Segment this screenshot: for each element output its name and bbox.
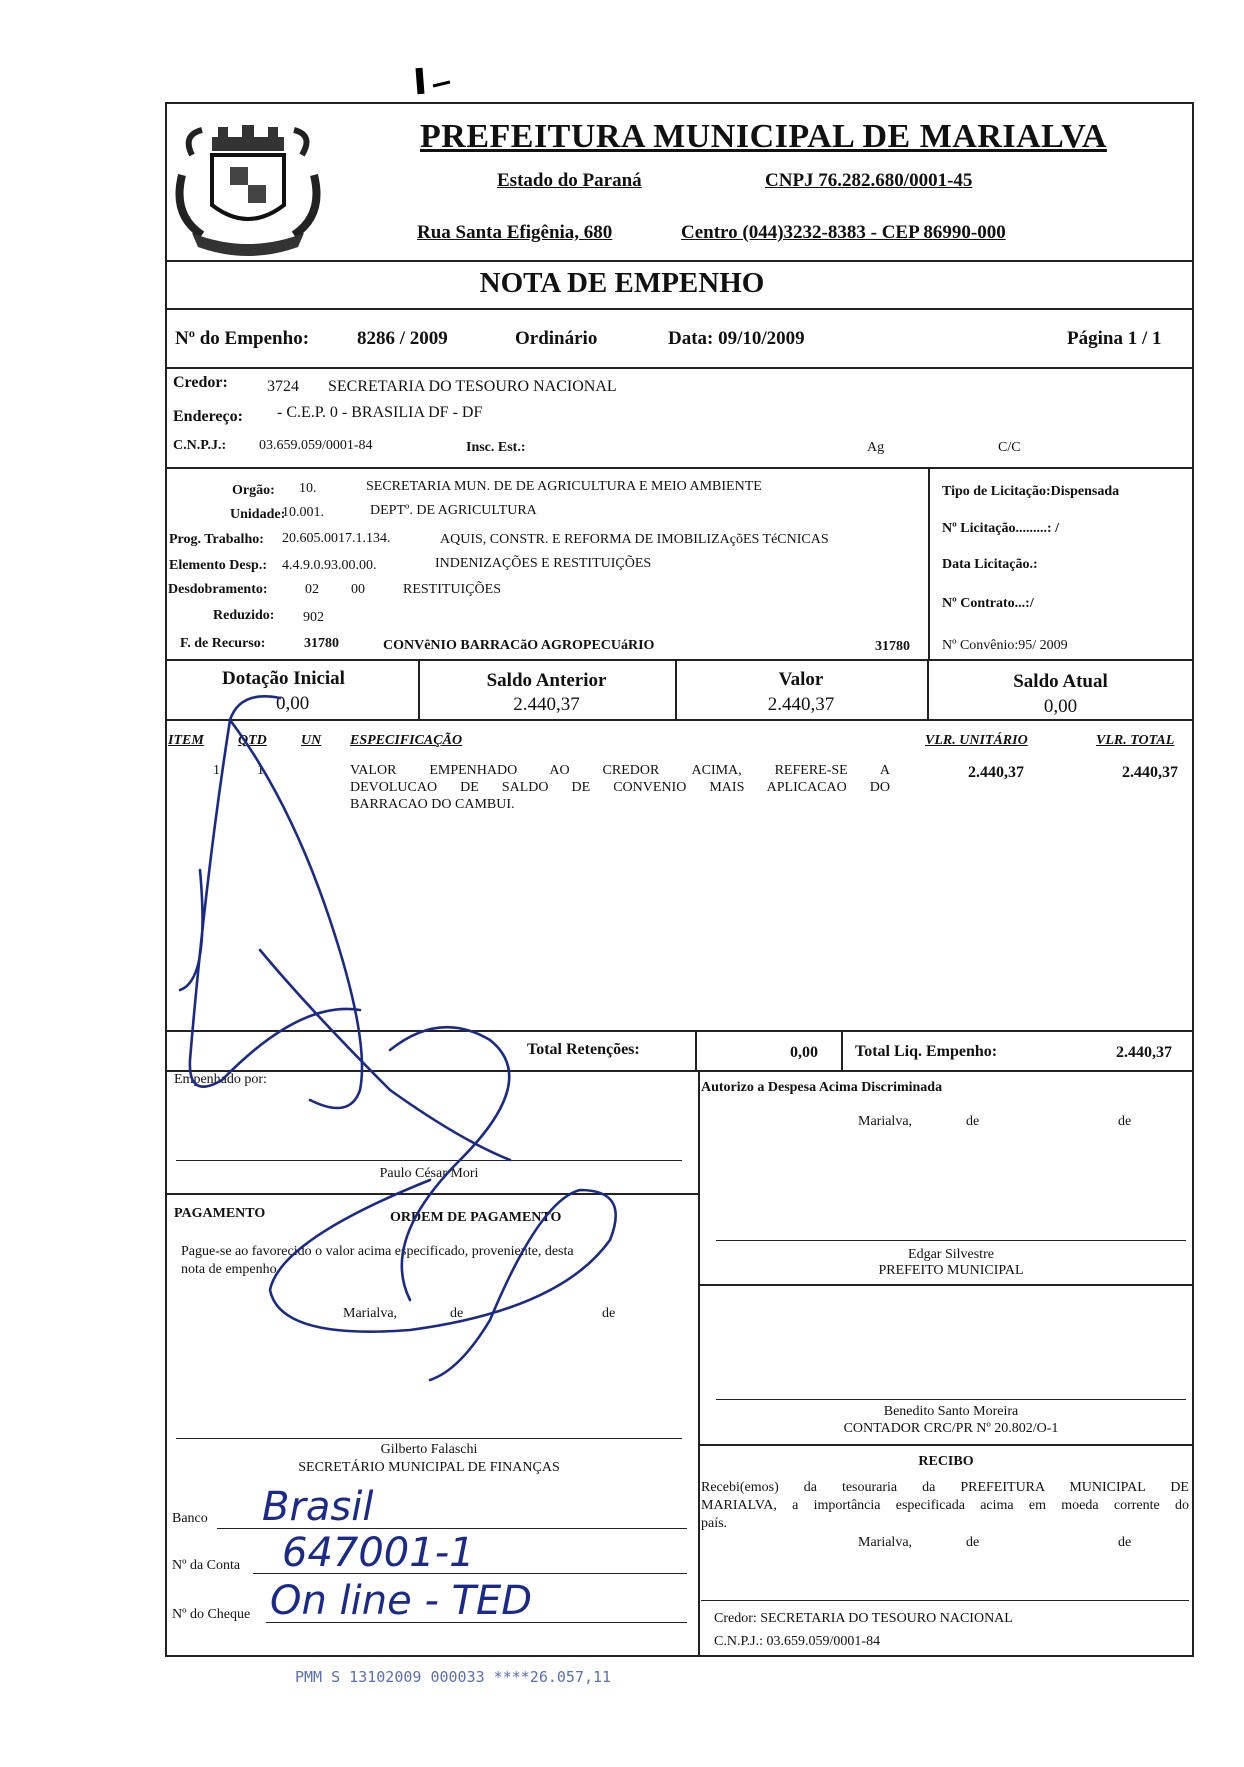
secretario-name: Gilberto Falaschi (380, 1442, 478, 1457)
orgao-label: Orgão: (232, 483, 275, 498)
coat-of-arms-logo (172, 115, 324, 260)
conta-label: Nº da Conta (172, 1558, 241, 1573)
scan-mark (405, 60, 475, 100)
banco-value: Brasil (262, 1484, 374, 1530)
signature-scribble (160, 680, 720, 1680)
recibo-de-1: de (966, 1535, 980, 1550)
empenho-label: Nº do Empenho: (175, 328, 310, 349)
state-name: Estado do Paraná (497, 170, 642, 191)
doc-title: NOTA DE EMPENHO (479, 267, 765, 299)
pagamento-text-1: Pague-se ao favorecido o valor acima especificado, proveniente, desta (181, 1244, 574, 1259)
conta-value: 647001-1 (282, 1530, 475, 1576)
col-vlr-total: VLR. TOTAL (1096, 733, 1175, 748)
desdobramento-name: RESTITUIÇÕES (403, 582, 501, 597)
credor-cnpj: 03.659.059/0001-84 (259, 438, 373, 453)
dotacao-label: Dotação Inicial (222, 668, 345, 689)
empenhado-label: Empenhado por: (174, 1072, 267, 1087)
autorizo-de-1: de (966, 1114, 980, 1129)
saldo-atual-value: 0,00 (1043, 696, 1078, 717)
autorizo-de-2: de (1118, 1114, 1132, 1129)
contador-role: CONTADOR CRC/PR Nº 20.802/O-1 (843, 1421, 1059, 1436)
row-spec-line3: BARRACAO DO CAMBUI. (350, 797, 515, 812)
pagamento-place: Marialva, (343, 1306, 398, 1321)
cc-label: C/C (998, 440, 1021, 455)
fonte-code: 31780 (304, 636, 339, 651)
valor-label: Valor (778, 669, 824, 690)
total-liq-label: Total Liq. Empenho: (855, 1043, 998, 1060)
row-total-value: 2.440,37 (1122, 764, 1178, 781)
pagamento-de-1: de (450, 1306, 464, 1321)
header-cnpj: CNPJ 76.282.680/0001-45 (765, 170, 973, 191)
cnpj-label: C.N.P.J.: (173, 438, 227, 453)
numero-contrato: Nº Contrato...:/ (942, 596, 1034, 611)
recibo-credor: Credor: SECRETARIA DO TESOURO NACIONAL (714, 1611, 1013, 1626)
dotacao-value: 0,00 (276, 693, 310, 714)
orgao-name: SECRETARIA MUN. DE DE AGRICULTURA E MEIO AMBIENTE (366, 479, 762, 494)
prog-label: Prog. Trabalho: (169, 532, 264, 547)
fonte-name: CONVêNIO BARRACãO AGROPECUáRIO (383, 638, 655, 653)
row-qtd: 1 (257, 763, 264, 778)
empenho-date: Data: 09/10/2009 (668, 328, 805, 349)
pagamento-text-2: nota de empenho. (181, 1262, 281, 1277)
recibo-de-2: de (1118, 1535, 1132, 1550)
recibo-cnpj: C.N.P.J.: 03.659.059/0001-84 (714, 1634, 881, 1649)
payment-stamp: PMM S 13102009 000033 ****26.057,11 (295, 1668, 612, 1686)
empenhado-name: Paulo César Mori (379, 1166, 479, 1181)
reduzido-value: 902 (303, 610, 324, 625)
orgao-code: 10. (299, 481, 317, 496)
cheque-label: Nº do Cheque (172, 1607, 251, 1622)
credor-code: 3724 (267, 378, 299, 395)
elemento-name: INDENIZAÇÕES E RESTITUIÇÕES (435, 556, 652, 571)
prog-code: 20.605.0017.1.134. (282, 531, 391, 546)
valor-value: 2.440,37 (767, 694, 835, 715)
col-qtd: QTD (238, 733, 267, 748)
row-spec-line1: VALOR EMPENHADO AO CREDOR ACIMA, REFERE-SE A (350, 763, 890, 778)
pagamento-label: PAGAMENTO (174, 1206, 266, 1221)
recibo-title: RECIBO (918, 1454, 974, 1469)
numero-convenio: Nº Convênio:95/ 2009 (942, 638, 1068, 653)
row-item: 1 (213, 763, 220, 778)
credor-label: Credor: (173, 374, 228, 391)
retencoes-label: Total Retenções: (527, 1041, 640, 1058)
credor-name: SECRETARIA DO TESOURO NACIONAL (328, 378, 617, 395)
data-licitacao: Data Licitação.: (942, 557, 1038, 572)
elemento-code: 4.4.9.0.93.00.00. (282, 558, 377, 573)
row-unit-value: 2.440,37 (968, 764, 1024, 781)
unidade-label: Unidade: (230, 507, 286, 522)
credor-endereco: - C.E.P. 0 - BRASILIA DF - DF (277, 404, 483, 421)
recibo-text-1: Recebi(emos) da tesouraria da PREFEITURA MUNICIPAL DE (701, 1480, 1189, 1495)
contador-name: Benedito Santo Moreira (883, 1404, 1019, 1419)
page-title: PREFEITURA MUNICIPAL DE MARIALVA (420, 118, 1107, 155)
ordem-pagamento-label: ORDEM DE PAGAMENTO (390, 1210, 562, 1225)
numero-licitacao: Nº Licitação.........: / (942, 521, 1059, 536)
elemento-label: Elemento Desp.: (169, 558, 267, 573)
banco-label: Banco (172, 1511, 208, 1526)
fonte-code-2: 31780 (875, 639, 910, 654)
row-spec-line2: DEVOLUCAO DE SALDO DE CONVENIO MAIS APLICACAO DO (350, 780, 890, 795)
col-especificacao: ESPECIFICAÇÃO (350, 733, 463, 748)
header-address: Rua Santa Efigênia, 680 (417, 222, 613, 243)
cheque-value: On line - TED (270, 1578, 533, 1624)
empenho-type: Ordinário (515, 328, 598, 349)
unidade-name: DEPTº. DE AGRICULTURA (370, 503, 537, 518)
prefeito-role: PREFEITO MUNICIPAL (878, 1263, 1024, 1278)
saldo-atual-label: Saldo Atual (1013, 671, 1108, 692)
autorizo-place: Marialva, (858, 1114, 913, 1129)
autorizo-text: Autorizo a Despesa Acima Discriminada (701, 1080, 943, 1095)
prefeito-name: Edgar Silvestre (908, 1247, 994, 1262)
recibo-text-3: país. (701, 1516, 728, 1531)
endereco-label: Endereço: (173, 408, 243, 425)
recibo-place: Marialva, (858, 1535, 913, 1550)
empenho-number: 8286 / 2009 (357, 328, 448, 349)
tipo-licitacao: Tipo de Licitação:Dispensada (942, 484, 1120, 499)
col-vlr-unitario: VLR. UNITÁRIO (925, 733, 1028, 748)
pagamento-de-2: de (602, 1306, 616, 1321)
ag-label: Ag (867, 440, 885, 455)
fonte-label: F. de Recurso: (180, 636, 266, 651)
header-contact: Centro (044)3232-8383 - CEP 86990-000 (681, 222, 1006, 243)
desdobramento-b: 00 (351, 582, 365, 597)
unidade-code: 10.001. (282, 505, 324, 520)
reduzido-label: Reduzido: (213, 608, 275, 623)
recibo-text-2: MARIALVA, a importância especificada acima em moeda corrente do (701, 1498, 1189, 1513)
page-number: Página 1 / 1 (1067, 328, 1162, 349)
col-un: UN (301, 733, 322, 748)
total-liq-value: 2.440,37 (1116, 1044, 1172, 1061)
prog-name: AQUIS, CONSTR. E REFORMA DE IMOBILIZAçõES TéCNICAS (440, 532, 829, 547)
retencoes-value: 0,00 (790, 1044, 818, 1061)
col-item: ITEM (168, 733, 204, 748)
insc-label: Insc. Est.: (466, 440, 526, 455)
secretario-role: SECRETÁRIO MUNICIPAL DE FINANÇAS (298, 1460, 560, 1475)
saldo-anterior-value: 2.440,37 (513, 694, 580, 715)
desdobramento-label: Desdobramento: (168, 582, 268, 597)
saldo-anterior-label: Saldo Anterior (486, 670, 607, 691)
desdobramento-a: 02 (305, 582, 319, 597)
